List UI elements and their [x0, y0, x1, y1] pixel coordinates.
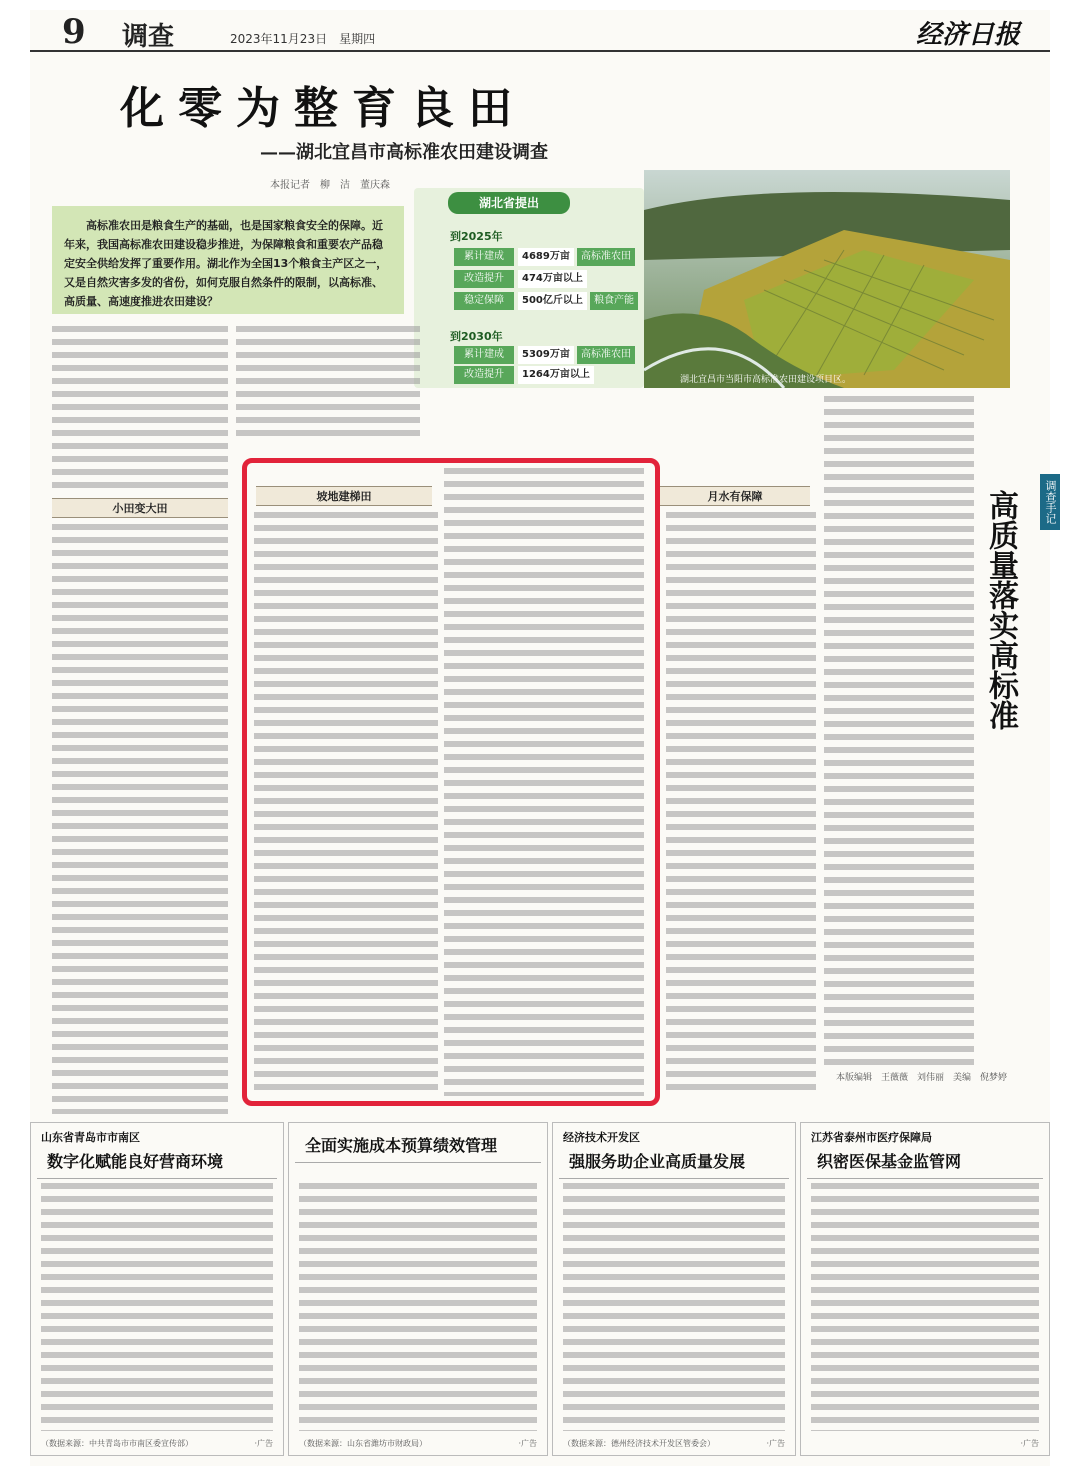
infographic-row: 改造提升 474万亩以上: [454, 270, 587, 288]
infographic-row: 稳定保障 500亿斤以上 粮食产能: [454, 292, 638, 310]
notebook-tag: 调查手记: [1040, 474, 1060, 530]
notebook-text-column: [824, 396, 974, 1066]
infographic-year-2025: 到2025年: [450, 230, 503, 243]
article-headline: 化零为整育良田: [120, 83, 526, 134]
ad-text: [811, 1183, 1039, 1431]
ad-title: 数字化赋能良好营商环境: [37, 1145, 277, 1179]
infographic-year-2030: 到2030年: [450, 330, 503, 343]
page-number: 9: [62, 12, 86, 52]
issue-date: 2023年11月23日 星期四: [230, 32, 376, 46]
article-text-column: [52, 524, 228, 1114]
masthead: [30, 10, 1050, 52]
article-byline: 本报记者 柳 洁 董庆森: [270, 180, 390, 191]
ad-source: ·广告: [1020, 1439, 1039, 1448]
subtitle-slope: 坡地建梯田: [256, 486, 432, 506]
highlight-box: [242, 458, 660, 1106]
photo-caption: 湖北宜昌市当阳市高标准农田建设项目区。: [680, 375, 852, 385]
section-name: 调查: [122, 22, 175, 52]
ad-text: [41, 1183, 273, 1431]
ad-block: [552, 1122, 796, 1456]
article-text-column: [52, 326, 228, 494]
ad-title: 织密医保基金监管网: [807, 1145, 1043, 1179]
ad-text: [299, 1183, 537, 1431]
ad-block: [800, 1122, 1050, 1456]
newspaper-logo: 经济日报: [915, 20, 1020, 50]
article-text-column: [666, 512, 816, 1096]
farmland-aerial-photo: [644, 170, 1010, 388]
article-intro: 高标准农田是粮食生产的基础，也是国家粮食安全的保障。近年来，我国高标准农田建设稳步推进，为保障粮食和重要农产品稳定安全供给发挥了重要作用。湖北作为全国13个粮食主产区之一，又是自然灾害多发的省份，如何克服自然条件的限制，以高标准、高质量、高速度推进农田建设？: [52, 206, 404, 314]
ad-org: 山东省青岛市市南区: [41, 1131, 140, 1144]
subtitle-water: 月水有保障: [660, 486, 810, 506]
ad-block: [288, 1122, 548, 1456]
infographic-row: 累计建成 4689万亩 高标准农田: [454, 248, 635, 266]
ad-source: （数据来源：德州经济技术开发区管委会） ·广告: [563, 1439, 785, 1448]
infographic: [414, 188, 644, 388]
ad-block: [30, 1122, 284, 1456]
subtitle-small-to-big: 小田变大田: [52, 498, 228, 518]
ad-org: 经济技术开发区: [563, 1131, 640, 1144]
ad-source: （数据来源：中共青岛市市南区委宣传部） ·广告: [41, 1439, 273, 1448]
ad-text: [563, 1183, 785, 1431]
infographic-row: 改造提升 1264万亩以上: [454, 366, 594, 384]
editor-signature: 本版编辑 王薇薇 刘伟丽 美编 倪梦婷: [836, 1073, 1008, 1083]
infographic-row: 累计建成 5309万亩 高标准农田: [454, 346, 635, 364]
ad-org: 江苏省泰州市医疗保障局: [811, 1131, 932, 1144]
ad-title: 全面实施成本预算绩效管理: [295, 1129, 541, 1163]
ad-source: （数据来源：山东省潍坊市财政局） ·广告: [299, 1439, 537, 1448]
notebook-title: 高质量落实高标准: [983, 490, 1018, 730]
infographic-title: 湖北省提出: [448, 192, 570, 214]
newspaper-page: [30, 10, 1057, 1466]
article-subheadline: ——湖北宜昌市高标准农田建设调查: [260, 142, 548, 163]
ad-title: 强服务助企业高质量发展: [559, 1145, 789, 1179]
article-text-column: [236, 326, 420, 442]
